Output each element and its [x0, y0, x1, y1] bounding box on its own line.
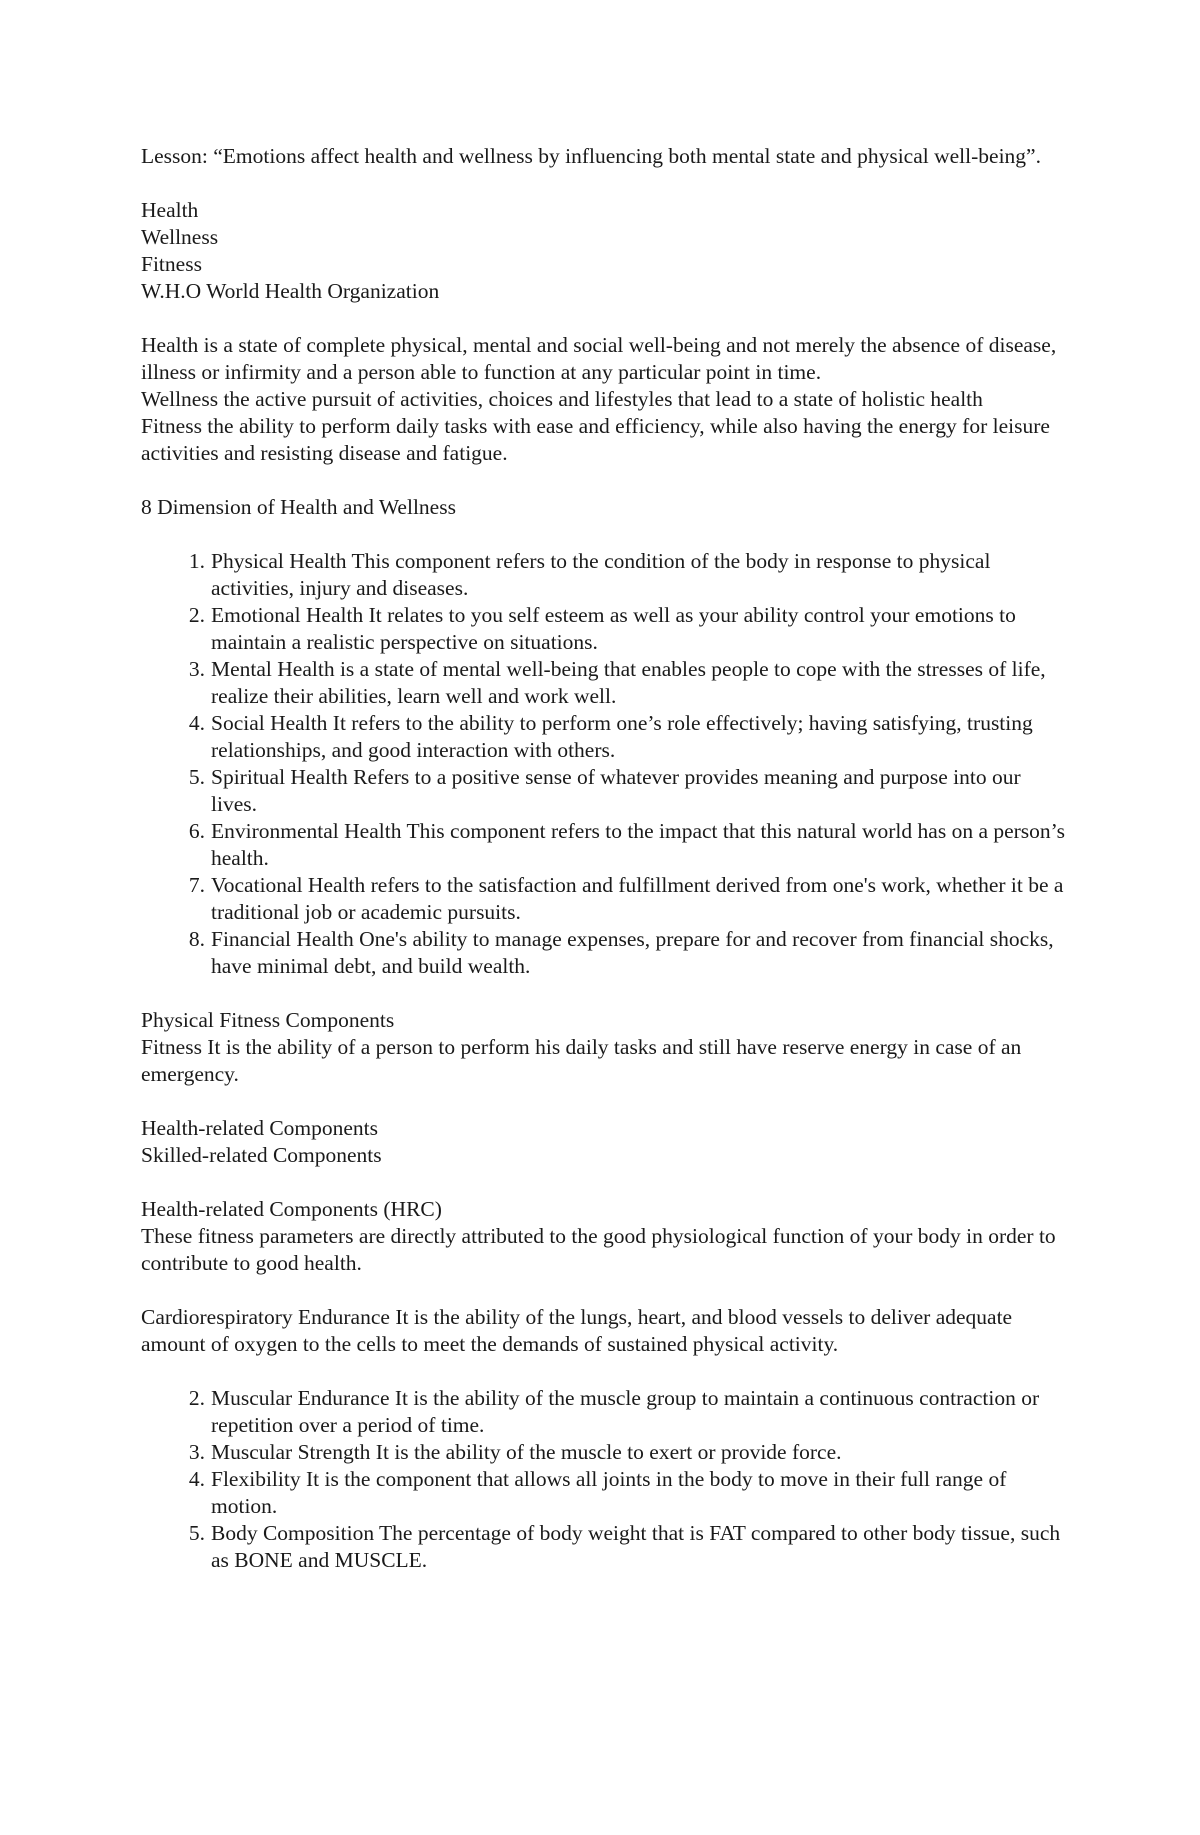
- list-text: Muscular Strength It is the ability of the muscle to exert or provide force.: [211, 1440, 842, 1464]
- document-body: [141, 143, 1066, 1574]
- list-item: [141, 1520, 1066, 1574]
- definition-fitness: Fitness the ability to perform daily tasks with ease and efficiency, while also having the energy for leisure activities and resisting disease and fatigue.: [141, 414, 1050, 465]
- list-text: Social Health It refers to the ability to perform one’s role effectively; having satisfying, trusting relationships, and good interaction with others.: [211, 711, 1033, 762]
- list-number: 3.: [188, 1440, 205, 1464]
- list-number: 4.: [188, 1467, 205, 1491]
- pfc-definition: Fitness It is the ability of a person to perform his daily tasks and still have reserve energy in case of an emergency.: [141, 1035, 1022, 1086]
- list-text: Flexibility It is the component that allows all joints in the body to move in their full range of motion.: [211, 1467, 1007, 1518]
- list-text: Vocational Health refers to the satisfaction and fulfillment derived from one's work, whether it be a traditional job or academic pursuits.: [211, 873, 1064, 924]
- list-item: [141, 602, 1066, 656]
- definition-health: Health is a state of complete physical, mental and social well-being and not merely the absence of disease, illness or infirmity and a person able to function at any particular point in time.: [141, 333, 1057, 384]
- list-text: Body Composition The percentage of body weight that is FAT compared to other body tissue, such as BONE and MUSCLE.: [211, 1521, 1061, 1572]
- list-number: 8.: [188, 927, 205, 951]
- list-text: Mental Health is a state of mental well-being that enables people to cope with the stresses of life, realize their abilities, learn well and work well.: [211, 657, 1046, 708]
- list-number: 4.: [188, 711, 205, 735]
- term-health: Health: [141, 198, 199, 222]
- pfc-heading: Physical Fitness Components: [141, 1008, 395, 1032]
- list-item: [141, 872, 1066, 926]
- hrc-heading: Health-related Components (HRC): [141, 1197, 442, 1221]
- term-wellness: Wellness: [141, 225, 219, 249]
- list-number: 2.: [188, 603, 205, 627]
- list-text: Emotional Health It relates to you self esteem as well as your ability control your emotions to maintain a realistic perspective on situations.: [211, 603, 1016, 654]
- list-text: Financial Health One's ability to manage expenses, prepare for and recover from financial shocks, have minimal debt, and build wealth.: [211, 927, 1054, 978]
- definition-wellness: Wellness the active pursuit of activities, choices and lifestyles that lead to a state of holistic health: [141, 387, 983, 411]
- term-fitness: Fitness: [141, 252, 202, 276]
- cardio-endurance: Cardiorespiratory Endurance It is the ability of the lungs, heart, and blood vessels to deliver adequate amount of oxygen to the cells to meet the demands of sustained physical activity.: [141, 1305, 1013, 1356]
- list-text: Environmental Health This component refers to the impact that this natural world has on a person’s health.: [211, 819, 1066, 870]
- hrc-list: [141, 1385, 1066, 1574]
- hrc-description: These fitness parameters are directly attributed to the good physiological function of your body in order to contribute to good health.: [141, 1224, 1056, 1275]
- lesson-statement: Lesson: “Emotions affect health and wellness by influencing both mental state and physical well-being”.: [141, 144, 1041, 168]
- list-number: 7.: [188, 873, 205, 897]
- list-number: 5.: [188, 1521, 205, 1545]
- list-number: 5.: [188, 765, 205, 789]
- list-text: Spiritual Health Refers to a positive sense of whatever provides meaning and purpose into our lives.: [211, 765, 1021, 816]
- list-number: 1.: [188, 549, 205, 573]
- dimensions-list: [141, 548, 1066, 980]
- list-item: [141, 764, 1066, 818]
- list-number: 3.: [188, 657, 205, 681]
- list-item: [141, 926, 1066, 980]
- term-who: W.H.O World Health Organization: [141, 279, 440, 303]
- list-item: [141, 818, 1066, 872]
- list-number: 6.: [188, 819, 205, 843]
- list-text: Muscular Endurance It is the ability of the muscle group to maintain a continuous contraction or repetition over a period of time.: [211, 1386, 1040, 1437]
- dimensions-heading: 8 Dimension of Health and Wellness: [141, 495, 456, 519]
- list-item: [141, 1466, 1066, 1520]
- list-item: [141, 548, 1066, 602]
- list-item: [141, 1439, 1066, 1466]
- list-number: 2.: [188, 1386, 205, 1410]
- component-type-skill: Skilled-related Components: [141, 1143, 382, 1167]
- list-item: [141, 710, 1066, 764]
- list-item: [141, 1385, 1066, 1439]
- component-type-health: Health-related Components: [141, 1116, 379, 1140]
- list-item: [141, 656, 1066, 710]
- list-text: Physical Health This component refers to the condition of the body in response to physical activities, injury and diseases.: [211, 549, 991, 600]
